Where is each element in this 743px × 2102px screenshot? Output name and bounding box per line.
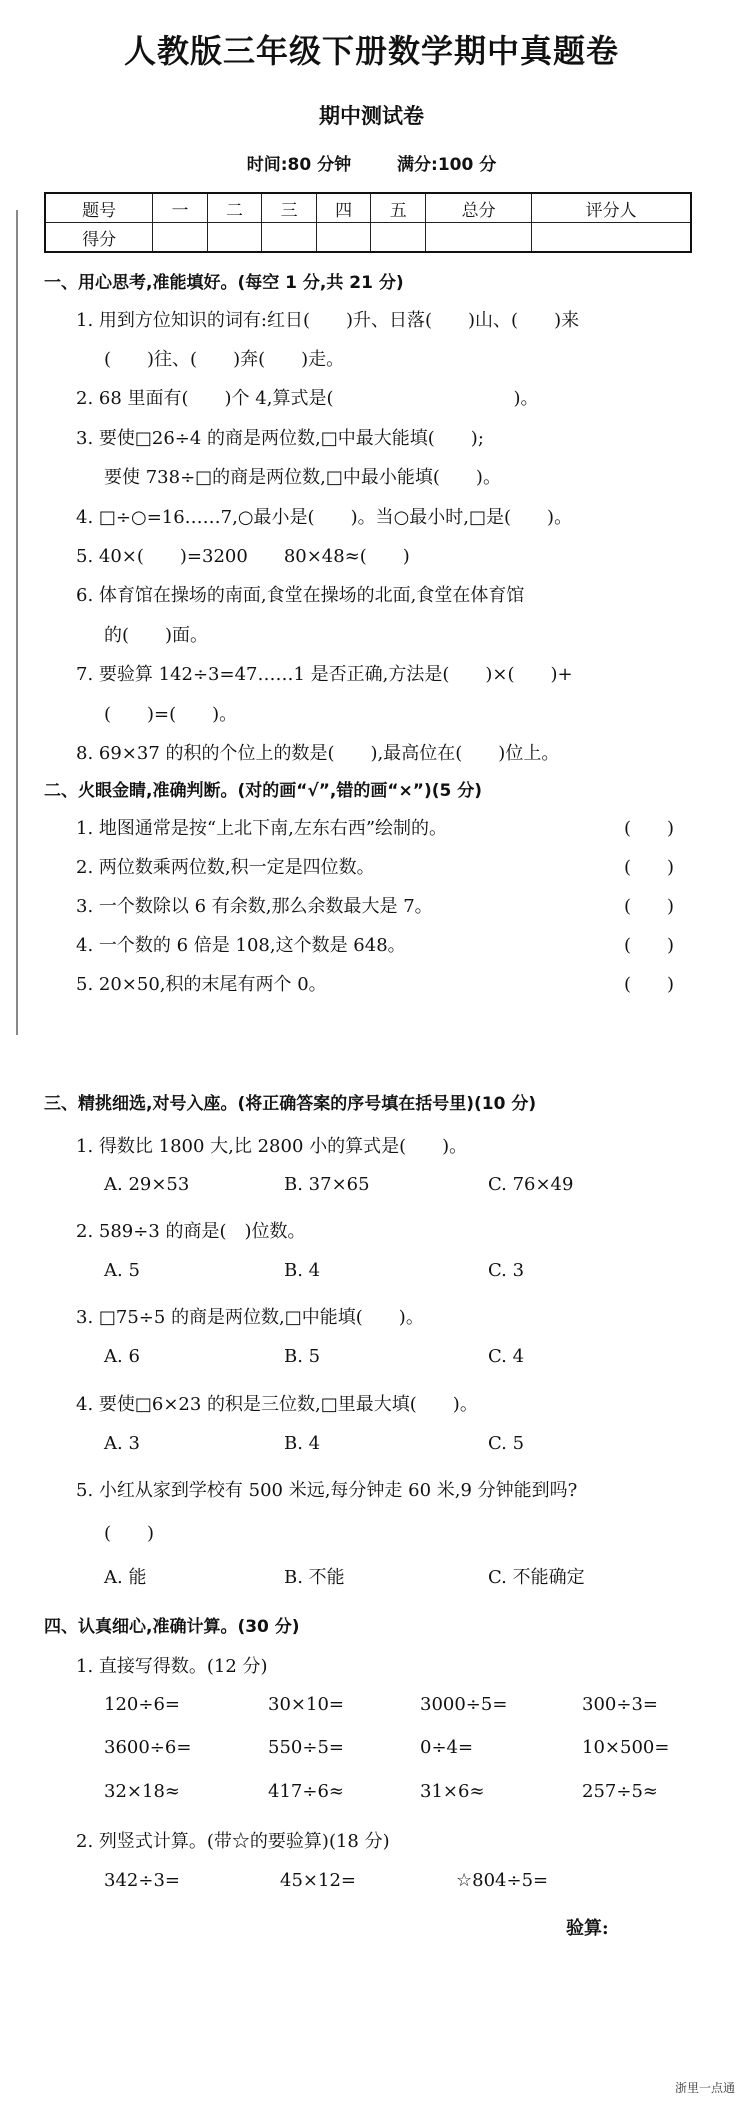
s4-calc: 32×18≈ <box>104 1781 180 1802</box>
s3-q2-option-a[interactable]: A. 5 <box>104 1260 140 1281</box>
s3-q5-line2: ( ) <box>104 1523 155 1544</box>
s3-q5-option-b[interactable]: B. 不能 <box>284 1567 345 1588</box>
score-table-score-row <box>45 223 691 253</box>
s4-calc: 3000÷5= <box>420 1694 508 1715</box>
s3-q5-line1: 5. 小红从家到学校有 500 米远,每分钟走 60 米,9 分钟能到吗? <box>76 1480 578 1501</box>
section2-heading: 二、火眼金睛,准确判断。(对的画“√”,错的画“×”)(5 分) <box>44 781 483 801</box>
section4-heading: 四、认真细心,准确计算。(30 分) <box>44 1617 300 1637</box>
s1-q6-line2: 的( )面。 <box>104 625 209 646</box>
s1-q1-line2: ( )往、( )奔( )走。 <box>104 349 345 370</box>
s2-item-4: 4. 一个数的 6 倍是 108,这个数是 648。 <box>76 935 406 956</box>
section1-heading: 一、用心思考,准能填好。(每空 1 分,共 21 分) <box>44 273 404 293</box>
s3-q2-option-c[interactable]: C. 3 <box>488 1260 525 1281</box>
s2-answer-blank-5[interactable]: ( ) <box>624 974 675 995</box>
s3-q1: 1. 得数比 1800 大,比 2800 小的算式是( )。 <box>76 1136 468 1157</box>
full-score: 满分:100 分 <box>397 155 497 175</box>
score-table-header-row <box>45 193 691 223</box>
s2-answer-blank-1[interactable]: ( ) <box>624 818 675 839</box>
s3-q1-option-c[interactable]: C. 76×49 <box>488 1174 574 1195</box>
s4-sub2: 2. 列竖式计算。(带☆的要验算)(18 分) <box>76 1831 390 1852</box>
score-header-cell: 四 <box>316 193 371 223</box>
binding-margin-line <box>16 210 18 1035</box>
s3-q4-option-a[interactable]: A. 3 <box>104 1433 140 1454</box>
s4-calc: 550÷5= <box>268 1737 344 1758</box>
s3-q2: 2. 589÷3 的商是( )位数。 <box>76 1221 306 1242</box>
s3-q5-option-a[interactable]: A. 能 <box>104 1567 147 1588</box>
score-row-label: 得分 <box>45 223 153 253</box>
s3-q3-option-c[interactable]: C. 4 <box>488 1346 525 1367</box>
s4-calc: 257÷5≈ <box>582 1781 658 1802</box>
section3-heading: 三、精挑细选,对号入座。(将正确答案的序号填在括号里)(10 分) <box>44 1094 537 1114</box>
score-cell[interactable] <box>532 223 691 253</box>
score-header-cell: 一 <box>153 193 208 223</box>
s4-calc: 120÷6= <box>104 1694 180 1715</box>
s4-calc: 31×6≈ <box>420 1781 485 1802</box>
s1-q7-line1: 7. 要验算 142÷3=47……1 是否正确,方法是( )×( )+ <box>76 664 573 685</box>
time-limit: 时间:80 分钟 <box>246 155 352 175</box>
score-cell[interactable] <box>207 223 262 253</box>
score-cell[interactable] <box>426 223 532 253</box>
s1-q5: 5. 40×( )=3200 80×48≈( ) <box>76 546 410 567</box>
page-subtitle: 期中测试卷 <box>319 104 424 128</box>
score-cell[interactable] <box>316 223 371 253</box>
s2-item-2: 2. 两位数乘两位数,积一定是四位数。 <box>76 857 375 878</box>
s3-q1-option-b[interactable]: B. 37×65 <box>284 1174 370 1195</box>
s3-q3: 3. □75÷5 的商是两位数,□中能填( )。 <box>76 1307 424 1328</box>
s3-q3-option-b[interactable]: B. 5 <box>284 1346 321 1367</box>
s1-q6-line1: 6. 体育馆在操场的南面,食堂在操场的北面,食堂在体育馆 <box>76 585 525 606</box>
s4-sub1: 1. 直接写得数。(12 分) <box>76 1656 268 1677</box>
score-cell[interactable] <box>153 223 208 253</box>
s3-q4-option-c[interactable]: C. 5 <box>488 1433 525 1454</box>
s1-q2: 2. 68 里面有( )个 4,算式是( )。 <box>76 388 539 409</box>
s4-calc: 10×500= <box>582 1737 670 1758</box>
page-title: 人教版三年级下册数学期中真题卷 <box>123 32 619 70</box>
score-header-cell: 总分 <box>426 193 532 223</box>
score-table <box>44 192 692 253</box>
s2-answer-blank-2[interactable]: ( ) <box>624 857 675 878</box>
s3-q4-option-b[interactable]: B. 4 <box>284 1433 321 1454</box>
score-cell[interactable] <box>371 223 426 253</box>
score-header-cell: 评分人 <box>532 193 691 223</box>
s3-q4: 4. 要使□6×23 的积是三位数,□里最大填( )。 <box>76 1394 478 1415</box>
score-header-cell: 五 <box>371 193 426 223</box>
s4-vertical-calc: 45×12= <box>280 1870 356 1891</box>
s2-answer-blank-4[interactable]: ( ) <box>624 935 675 956</box>
s4-vertical-calc: 342÷3= <box>104 1870 180 1891</box>
score-header-cell: 二 <box>207 193 262 223</box>
s1-q7-line2: ( )=( )。 <box>104 704 238 725</box>
s1-q8: 8. 69×37 的积的个位上的数是( ),最高位在( )位上。 <box>76 743 560 764</box>
s2-answer-blank-3[interactable]: ( ) <box>624 896 675 917</box>
s4-calc: 30×10= <box>268 1694 344 1715</box>
s4-calc: 300÷3= <box>582 1694 658 1715</box>
score-cell[interactable] <box>262 223 317 253</box>
s1-q4: 4. □÷○=16……7,○最小是( )。当○最小时,□是( )。 <box>76 507 573 528</box>
s4-calc: 417÷6≈ <box>268 1781 344 1802</box>
s2-item-5: 5. 20×50,积的末尾有两个 0。 <box>76 974 327 995</box>
s1-q3-line1: 3. 要使□26÷4 的商是两位数,□中最大能填( ); <box>76 428 484 449</box>
s4-calc: 0÷4= <box>420 1737 474 1758</box>
s3-q1-option-a[interactable]: A. 29×53 <box>104 1174 190 1195</box>
s3-q3-option-a[interactable]: A. 6 <box>104 1346 140 1367</box>
s2-item-3: 3. 一个数除以 6 有余数,那么余数最大是 7。 <box>76 896 433 917</box>
s1-q3-line2: 要使 738÷□的商是两位数,□中最小能填( )。 <box>104 467 501 488</box>
s2-item-1: 1. 地图通常是按“上北下南,左东右西”绘制的。 <box>76 818 448 839</box>
score-header-cell: 三 <box>262 193 317 223</box>
s4-vertical-calc: ☆804÷5= <box>456 1870 549 1891</box>
s3-q2-option-b[interactable]: B. 4 <box>284 1260 321 1281</box>
s4-calc: 3600÷6= <box>104 1737 192 1758</box>
footer-watermark: 浙里一点通 <box>674 2081 735 2095</box>
score-header-cell: 题号 <box>45 193 153 223</box>
s3-q5-option-c[interactable]: C. 不能确定 <box>488 1567 585 1588</box>
exam-meta <box>0 150 743 175</box>
check-label: 验算: <box>566 1918 609 1939</box>
s1-q1-line1: 1. 用到方位知识的词有:红日( )升、日落( )山、( )来 <box>76 310 580 331</box>
